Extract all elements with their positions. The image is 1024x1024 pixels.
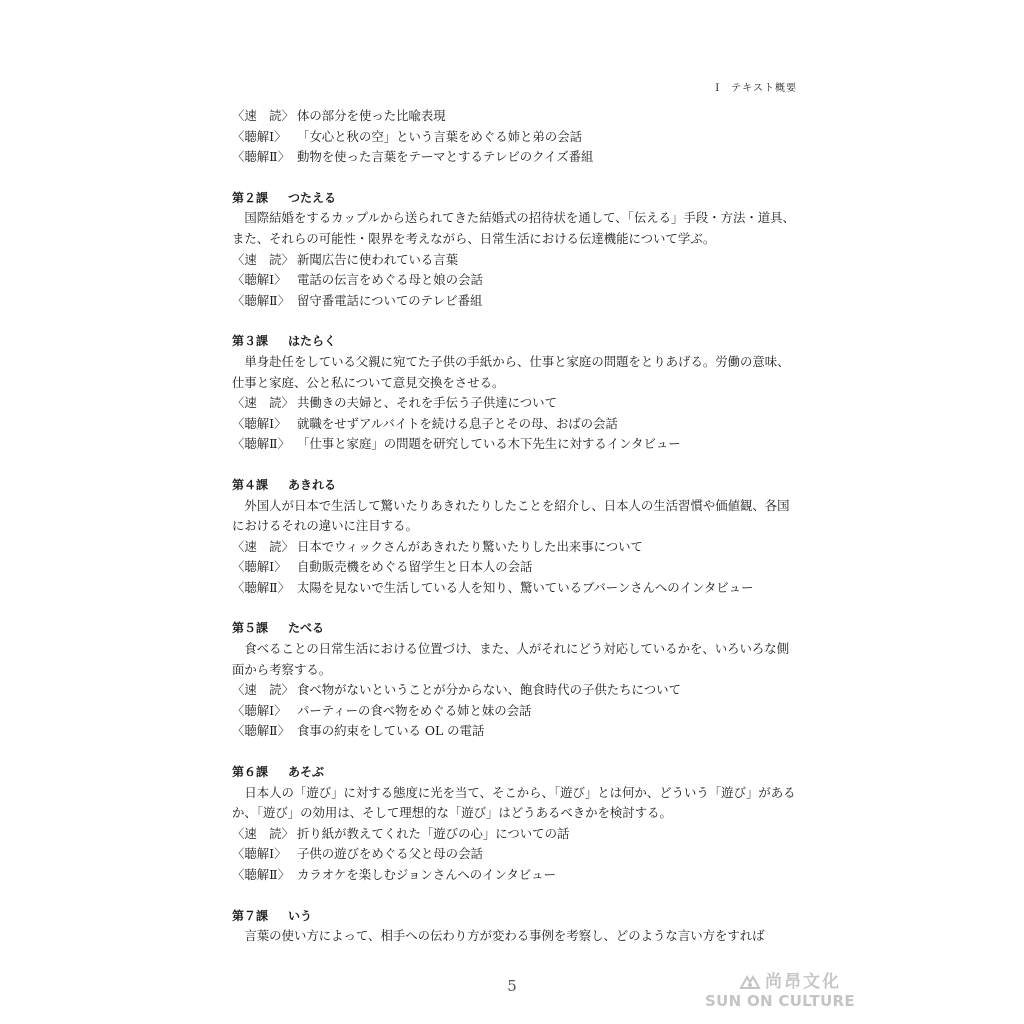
watermark-chinese: 尚昂文化 <box>764 972 841 992</box>
page-number: 5 <box>507 977 517 995</box>
section-item-text: 「仕事と家庭」の問題を研究している木下先生に対するインタビュー <box>297 436 681 452</box>
section-item-label: 〈聴解Ⅰ〉 <box>232 846 287 862</box>
section-item-text: 日本でウィックさんがあきれたり驚いたりした出来事について <box>297 538 643 554</box>
section-item-text: 自動販売機をめぐる留学生と日本人の会話 <box>297 559 533 575</box>
intro-items <box>232 106 798 168</box>
lesson-number: 第４課 <box>232 477 269 492</box>
section-item-label: 〈速 読〉 <box>232 682 294 698</box>
lesson-name: つたえる <box>288 190 337 205</box>
lesson-title <box>232 618 798 639</box>
section-item-text: 折り紙が教えてくれた「遊びの心」についての話 <box>297 825 570 841</box>
section-item-label: 〈聴解Ⅰ〉 <box>232 272 287 288</box>
lesson-description: 単身赴任をしている父親に宛てた子供の手紙から、仕事と家庭の問題をとりあげる。労働の意味、仕事と家庭、公と私について意見交換をさせる。 <box>232 353 790 390</box>
lesson-number: 第３課 <box>232 334 269 349</box>
section-item <box>232 106 798 127</box>
section-item-text: 共働きの夫婦と、それを手伝う子供達について <box>297 395 557 411</box>
section-item <box>232 127 798 148</box>
lesson-section <box>232 906 798 947</box>
section-item-label: 〈聴解Ⅰ〉 <box>232 702 287 718</box>
lesson-name: たべる <box>288 621 325 636</box>
lesson-name: はたらく <box>288 334 337 349</box>
lesson-name: いう <box>288 908 313 923</box>
section-item-label: 〈速 読〉 <box>232 251 294 267</box>
lesson-section <box>232 475 798 599</box>
lesson-section <box>232 188 798 312</box>
section-item-text: カラオケを楽しむジョンさんへのインタビュー <box>297 867 556 882</box>
section-item <box>232 865 798 886</box>
section-item <box>232 537 798 558</box>
section-item <box>232 578 798 599</box>
section-item-text: パーティーの食べ物をめぐる姉と妹の会話 <box>297 702 532 718</box>
section-item <box>232 434 798 455</box>
lesson-list <box>232 188 798 947</box>
section-item-text: 新聞広告に使われている言葉 <box>297 251 459 267</box>
section-item <box>232 291 798 312</box>
section-item-label: 〈聴解Ⅱ〉 <box>232 436 290 452</box>
lesson-section <box>232 331 798 455</box>
lesson-description: 食べることの日常生活における位置づけ、また、人がそれにどう対応しているかを、いろいろな側面から考察する。 <box>232 641 790 677</box>
lesson-name: あそぶ <box>288 765 325 780</box>
publisher-logo-icon <box>739 974 761 990</box>
section-item <box>232 147 798 168</box>
lesson-description: 日本人の「遊び」に対する態度に光を当て、そこから、「遊び」とは何か、どういう「遊び」があるか、「遊び」の効用は、そして理想的な「遊び」はどうあるべきかを検討する。 <box>232 784 796 821</box>
section-item-label: 〈聴解Ⅱ〉 <box>232 723 290 739</box>
section-item-label: 〈聴解Ⅰ〉 <box>232 559 287 575</box>
section-item <box>232 270 798 291</box>
section-item-label: 〈聴解Ⅰ〉 <box>232 415 287 431</box>
lesson-title <box>232 762 798 783</box>
section-item <box>232 557 798 578</box>
section-item-text: 太陽を見ないで生活している人を知り、驚いているブバーンさんへのインタビュー <box>297 579 754 595</box>
section-item-label: 〈聴解Ⅱ〉 <box>232 579 290 595</box>
lesson-number: 第５課 <box>232 621 269 636</box>
section-item-label: 〈速 読〉 <box>232 825 294 841</box>
section-item-text: 電話の伝言をめぐる母と娘の会話 <box>297 272 483 288</box>
page-content <box>232 106 798 947</box>
section-item-text: 食べ物がないということが分からない、飽食時代の子供たちについて <box>297 682 681 698</box>
section-item-label: 〈聴解Ⅱ〉 <box>232 867 290 882</box>
lesson-number: 第６課 <box>232 765 269 780</box>
section-item <box>232 844 798 865</box>
section-item <box>232 250 798 271</box>
section-item <box>232 680 798 701</box>
section-item <box>232 701 798 722</box>
lesson-name: あきれる <box>288 477 337 492</box>
watermark <box>705 974 855 1009</box>
section-item-label: 〈聴解Ⅱ〉 <box>232 292 290 308</box>
lesson-number: 第７課 <box>232 908 269 923</box>
lesson-title <box>232 475 798 496</box>
lesson-section <box>232 618 798 742</box>
lesson-number: 第２課 <box>232 190 269 205</box>
section-item-text: 留守番電話についてのテレビ番組 <box>297 292 483 308</box>
section-item <box>232 824 798 845</box>
section-item-text: 食事の約束をしている OL の電話 <box>297 723 485 739</box>
section-item-label: 〈速 読〉 <box>232 395 294 411</box>
section-item-label: 〈聴解Ⅰ〉 <box>232 128 287 144</box>
section-item-text: 「女心と秋の空」という言葉をめぐる姉と弟の会話 <box>297 128 582 144</box>
running-header: Ⅰ テキスト概要 <box>715 83 797 94</box>
section-item <box>232 393 798 414</box>
lesson-description: 言葉の使い方によって、相手への伝わり方が変わる事例を考察し、どのような言い方をすれば <box>244 928 765 944</box>
lesson-description: 外国人が日本で生活して驚いたりあきれたりしたことを紹介し、日本人の生活習慣や価値観、各国におけるそれの違いに注目する。 <box>232 497 790 534</box>
section-item-text: 体の部分を使った比喩表現 <box>297 108 446 123</box>
section-item-label: 〈速 読〉 <box>232 538 294 554</box>
lesson-title <box>232 188 798 209</box>
lesson-title <box>232 331 798 352</box>
section-item <box>232 414 798 435</box>
watermark-english: SUN ON CULTURE <box>705 992 855 1010</box>
section-item-text: 子供の遊びをめぐる父と母の会話 <box>297 846 483 862</box>
section-item-text: 動物を使った言葉をテーマとするテレビのクイズ番組 <box>297 149 594 165</box>
section-item-text: 就職をせずアルバイトを続ける息子とその母、おばの会話 <box>297 415 618 431</box>
section-item-label: 〈速 読〉 <box>232 108 294 123</box>
section-item-label: 〈聴解Ⅱ〉 <box>232 149 290 165</box>
lesson-title <box>232 906 798 927</box>
section-item <box>232 721 798 742</box>
lesson-section <box>232 762 798 886</box>
lesson-description: 国際結婚をするカップルから送られてきた結婚式の招待状を通して、「伝える」手段・方法・道具、また、それらの可能性・限界を考えながら、日常生活における伝達機能について学ぶ。 <box>232 210 795 246</box>
